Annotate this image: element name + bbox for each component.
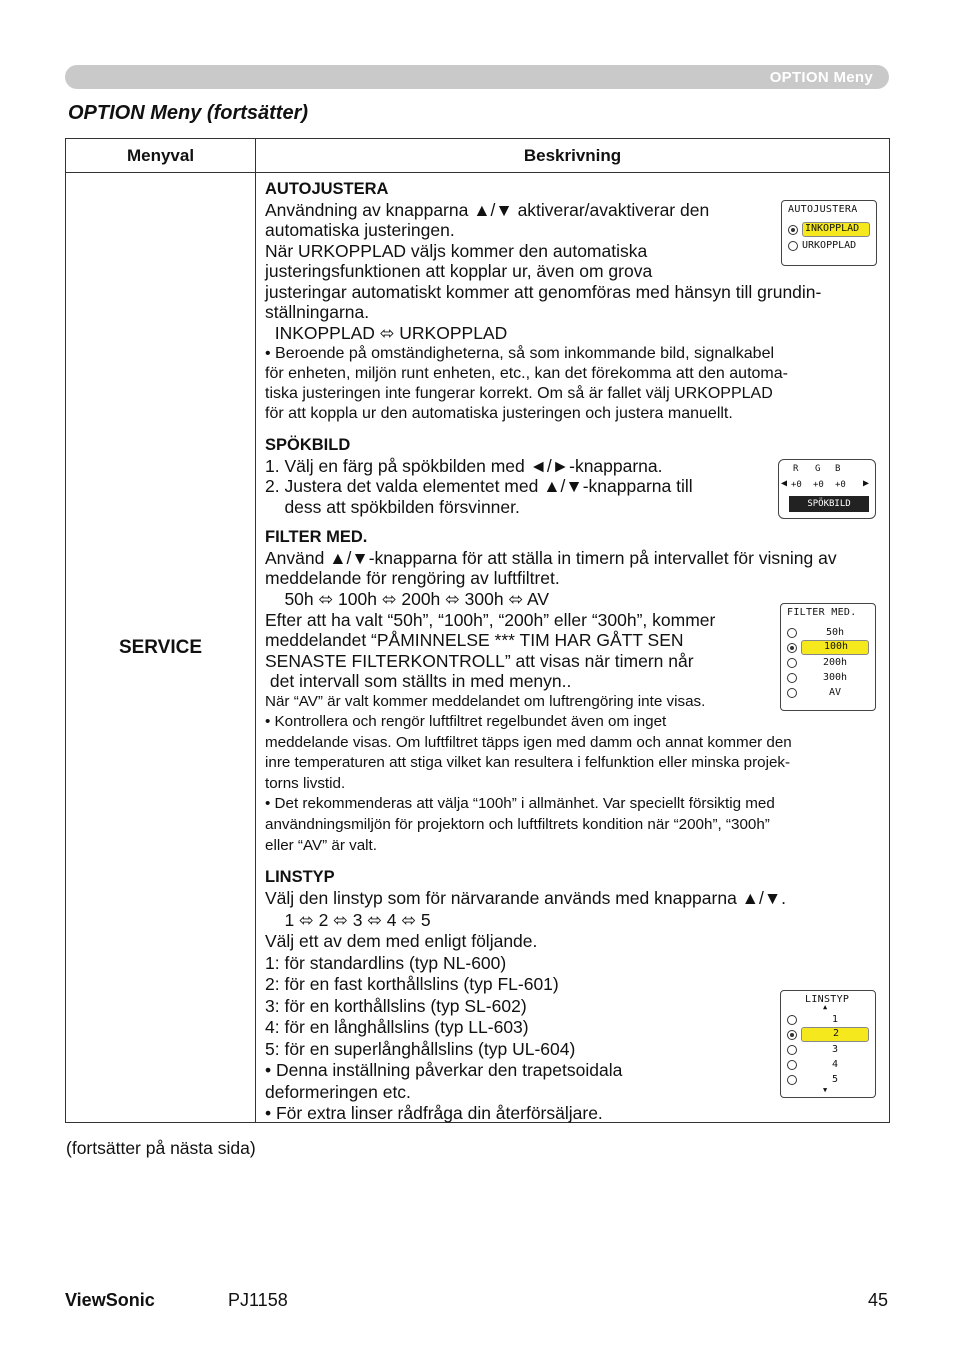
linstyp-options: 1 ⬄ 2 ⬄ 3 ⬄ 4 ⬄ 5 (265, 910, 431, 930)
autojustera-text: Användning av knapparna ▲/▼ aktiverar/avaktiverar den (265, 200, 710, 220)
autojustera-text: automatiska justeringen. (265, 220, 455, 240)
filter-title: FILTER MED. (265, 528, 368, 546)
linstyp-text: 5: för en superlånghållslins (typ UL-604) (265, 1039, 576, 1059)
radio-selected-icon (788, 225, 798, 235)
filter-osd-title: FILTER MED. (787, 607, 857, 618)
column-header-description: Beskrivning (256, 139, 890, 173)
radio-icon (788, 241, 798, 251)
autojustera-note: tiska justeringen inte fungerar korrekt. Om så är fallet välj URKOPPLAD (265, 385, 773, 402)
arrow-left-icon: ◀ (781, 478, 788, 489)
filter-text: det intervall som ställts in med menyn.. (265, 671, 572, 691)
linstyp-osd-title: LINSTYP (805, 994, 850, 1005)
spokbild-text: dess att spökbilden försvinner. (265, 497, 520, 517)
autojustera-text: ställningarna. (265, 302, 370, 322)
linstyp-text: 3: för en korthållslins (typ SL-602) (265, 996, 527, 1016)
osd-option: 50h (785, 626, 871, 640)
radio-icon (787, 688, 797, 698)
radio-selected-icon (787, 643, 797, 653)
arrow-up-icon: ▲ (823, 1003, 828, 1011)
osd-option: 5 (785, 1073, 871, 1087)
autojustera-title: AUTOJUSTERA (265, 180, 389, 198)
arrow-right-icon: ▶ (863, 478, 870, 489)
autojustera-osd (781, 200, 877, 266)
radio-icon (787, 673, 797, 683)
arrow-down-icon: ▼ (823, 1086, 828, 1094)
linstyp-text: Välj den linstyp som för närvarande används med knapparna ▲/▼. (265, 888, 787, 908)
linstyp-osd (780, 990, 876, 1098)
autojustera-text: justeringar automatiskt kommer att genomföras med hänsyn till grundin- (265, 282, 822, 302)
radio-icon (787, 1045, 797, 1055)
linstyp-title: LINSTYP (265, 868, 335, 886)
osd-option: 3 (785, 1043, 871, 1057)
autojustera-note: för enheten, miljön runt enheten, etc., kan det förekomma att den automa- (265, 365, 788, 382)
table-header-row (66, 139, 890, 173)
filter-text: meddelandet “PÅMINNELSE *** TIM HAR GÅTT SEN (265, 630, 684, 650)
autojustera-text: justeringsfunktionen att kopplar ur, även om grova (265, 261, 653, 281)
spokbild-osd: R G B ◀ +0 +0 +0 ▶ SPÖKBILD (778, 459, 876, 519)
filter-note: inre temperaturen att stiga vilket kan resultera i felfunktion eller minska projek- (265, 754, 791, 771)
osd-option: 100h (785, 641, 871, 655)
section-header-label: OPTION Meny (769, 69, 873, 86)
footer-brand: ViewSonic (65, 1290, 155, 1310)
page-number: 45 (868, 1290, 889, 1310)
osd-option: 2 (785, 1028, 871, 1042)
option-menu-table (65, 138, 890, 1123)
autojustera-osd-title: AUTOJUSTERA (788, 204, 858, 215)
linstyp-text: • Denna inställning påverkar den trapetsoidala (265, 1060, 623, 1080)
filter-note: • Kontrollera och rengör luftfiltret regelbundet även om inget (265, 713, 667, 730)
linstyp-text: 2: för en fast korthållslins (typ FL-601) (265, 974, 559, 994)
radio-icon (787, 1075, 797, 1085)
footer-model: PJ1158 (228, 1290, 288, 1310)
autojustera-text: När URKOPPLAD väljs kommer den automatiska (265, 241, 648, 261)
linstyp-text: deformeringen etc. (265, 1082, 411, 1102)
osd-option: 300h (785, 671, 871, 685)
section-header-bar (65, 65, 889, 89)
spokbild-text: 2. Justera det valda elementet med ▲/▼-knapparna till (265, 476, 693, 496)
linstyp-text: • För extra linser rådfråga din återförsäljare. (265, 1103, 603, 1123)
table-row (66, 173, 890, 1123)
osd-option: 1 (785, 1013, 871, 1027)
osd-option: 4 (785, 1058, 871, 1072)
description-cell (256, 173, 890, 1123)
filter-note: meddelande visas. Om luftfiltret täpps igen med damm och annat kommer den (265, 734, 792, 751)
autojustera-note: för att koppla ur den automatiska justeringen och justera manuellt. (265, 405, 733, 422)
radio-icon (787, 1060, 797, 1070)
column-header-menu: Menyval (66, 139, 256, 173)
filter-osd (780, 603, 876, 711)
filter-note: • Det rekommenderas att välja “100h” i allmänhet. Var speciellt försiktig med (265, 795, 775, 812)
filter-note-av: När “AV” är valt kommer meddelandet om luftrengöring inte visas. (265, 693, 706, 710)
radio-icon (787, 1015, 797, 1025)
filter-note: torns livstid. (265, 775, 346, 792)
spokbild-text: 1. Välj en färg på spökbilden med ◄/►-knapparna. (265, 456, 663, 476)
filter-note: användningsmiljön för projektorn och luftfiltrets kondition när “200h”, “300h” (265, 816, 770, 833)
linstyp-text: 1: för standardlins (typ NL-600) (265, 953, 507, 973)
osd-option: AV (785, 686, 871, 700)
spokbild-title: SPÖKBILD (265, 436, 351, 454)
filter-note: eller “AV” är valt. (265, 837, 377, 854)
linstyp-text: 4: för en långhållslins (typ LL-603) (265, 1017, 529, 1037)
filter-options: 50h ⬄ 100h ⬄ 200h ⬄ 300h ⬄ AV (265, 589, 550, 609)
linstyp-text: Välj ett av dem med enligt följande. (265, 931, 538, 951)
filter-text: Använd ▲/▼-knapparna för att ställa in timern på intervallet för visning av (265, 548, 837, 568)
filter-text: meddelande för rengöring av luftfiltret. (265, 568, 560, 588)
filter-text: Efter att ha valt “50h”, “100h”, “200h” eller “300h”, kommer (265, 610, 716, 630)
radio-selected-icon (787, 1030, 797, 1040)
menu-item-service: SERVICE (66, 173, 256, 1123)
osd-option: URKOPPLAD (786, 239, 872, 253)
autojustera-options: INKOPPLAD ⬄ URKOPPLAD (265, 323, 508, 343)
spokbild-osd-label: SPÖKBILD (789, 496, 869, 512)
radio-icon (787, 628, 797, 638)
osd-option: 200h (785, 656, 871, 670)
filter-text: SENASTE FILTERKONTROLL” att visas när timern når (265, 651, 694, 671)
osd-option: INKOPPLAD (786, 223, 872, 237)
autojustera-note: • Beroende på omständigheterna, så som inkommande bild, signalkabel (265, 345, 775, 362)
continue-note: (fortsätter på nästa sida) (66, 1138, 256, 1158)
page-title: OPTION Meny (fortsätter) (68, 102, 309, 124)
radio-icon (787, 658, 797, 668)
